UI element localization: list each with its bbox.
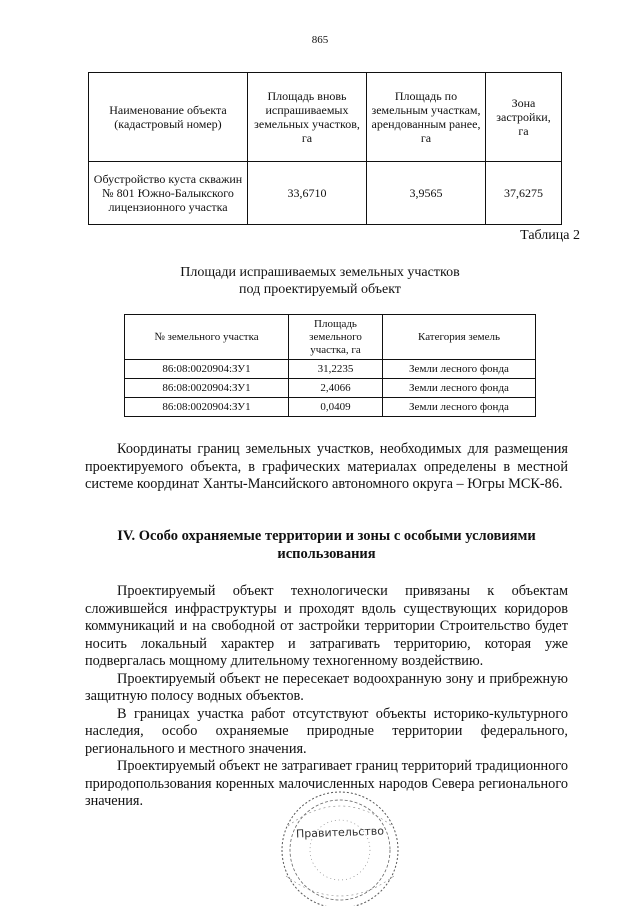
cell-build-zone: 37,6275 xyxy=(486,162,562,225)
table-row xyxy=(89,162,562,225)
land-plots-table xyxy=(124,314,536,417)
cell-land-category: Земли лесного фонда xyxy=(383,360,536,379)
cell-plot-number: 86:08:0020904:ЗУ1 xyxy=(125,379,289,398)
official-stamp-image xyxy=(268,786,408,906)
paragraph-text: Проектируемый объект технологически привязаны к объектам сложившейся инфраструктуры и проходят вдоль существующих коридоров коммуникаций и на свободной от застройки территории Строительство будет носить локальный характер и затрагивать территорию, которая уже подвергалась мощному длительному техногенному воздействию. xyxy=(85,583,568,669)
paragraph-text: Координаты границ земельных участков, необходимых для размещения проектируемого объекта, в графических материалах определены в местной системе координат Ханты-Мансийского автономного округа – Югры МСК-86. xyxy=(85,441,568,492)
section-body xyxy=(85,583,568,811)
paragraph-text: В границах участка работ отсутствуют объекты историко-культурного наследия, особо охраняемые природные территории федерального, регионального и местного значения. xyxy=(85,705,568,757)
coordinates-paragraph xyxy=(85,441,568,494)
page-number: 865 xyxy=(311,34,329,46)
header-leased-area: Площадь по земельным участкам, арендованным ранее, га xyxy=(367,73,486,162)
table-2-label: Таблица 2 xyxy=(520,228,580,243)
table-row xyxy=(125,379,536,398)
stamp-text: Правительство xyxy=(295,824,385,841)
header-plot-number: № земельного участка xyxy=(125,315,289,360)
table-header-row xyxy=(89,73,562,162)
table-2-title-line-1: Площади испрашиваемых земельных участков xyxy=(180,265,460,280)
cell-leased-area: 3,9565 xyxy=(367,162,486,225)
cell-plot-area: 31,2235 xyxy=(289,360,383,379)
paragraph-text: Проектируемый объект не затрагивает границ территорий традиционного природопользования коренных малочисленных народов Севера регионального значения. xyxy=(85,758,568,809)
header-build-zone: Зона застройки, га xyxy=(486,73,562,162)
cell-land-category: Земли лесного фонда xyxy=(383,379,536,398)
header-object-name: Наименование объекта (кадастровый номер) xyxy=(89,73,248,162)
cell-object-name: Обустройство куста скважин № 801 Южно-Балыкского лицензионного участка xyxy=(89,162,248,225)
cell-land-category: Земли лесного фонда xyxy=(383,398,536,417)
table-row xyxy=(125,398,536,417)
paragraph-text: Проектируемый объект не пересекает водоохранную зону и прибрежную защитную полосу водных объектов. xyxy=(85,670,568,704)
cell-new-area: 33,6710 xyxy=(248,162,367,225)
land-area-table xyxy=(88,72,562,225)
table-row xyxy=(125,360,536,379)
header-new-area: Площадь вновь испрашиваемых земельных участков, га xyxy=(248,73,367,162)
header-land-category: Категория земель xyxy=(383,315,536,360)
cell-plot-area: 2,4066 xyxy=(289,379,383,398)
table-header-row xyxy=(125,315,536,360)
table-2-title-line-2: под проектируемый объект xyxy=(239,282,401,297)
section-heading: IV. Особо охраняемые территории и зоны с особыми условиями использования xyxy=(117,528,536,562)
header-plot-area: Площадь земельного участка, га xyxy=(289,315,383,360)
table-2-title xyxy=(0,264,640,298)
cell-plot-number: 86:08:0020904:ЗУ1 xyxy=(125,398,289,417)
cell-plot-area: 0,0409 xyxy=(289,398,383,417)
cell-plot-number: 86:08:0020904:ЗУ1 xyxy=(125,360,289,379)
